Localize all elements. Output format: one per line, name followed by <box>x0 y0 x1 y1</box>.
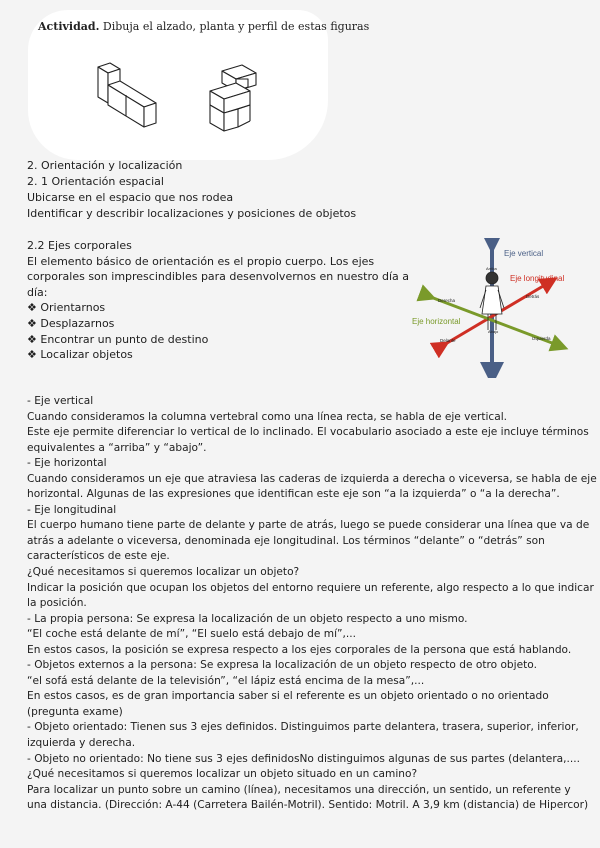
subsection-title: 2. 1 Orientación espacial <box>27 175 164 188</box>
body-line: “El coche está delante de mí”, “El suelo está debajo de mí”,... <box>27 628 356 641</box>
ejes-intro-line: corporales son imprescindibles para desenvolvernos en nuestro día a <box>27 270 409 283</box>
ejes-heading: 2.2 Ejes corporales <box>27 239 132 252</box>
body-line: - Objeto orientado: Tienen sus 3 ejes definidos. Distinguimos parte delantera, trasera, superior, inferior, <box>27 721 579 734</box>
body-line: Cuando consideramos un eje que atraviesa las caderas de izquierda a derecha o viceversa, se habla de eje <box>27 472 597 485</box>
body-text <box>27 394 597 814</box>
block-figure-left <box>98 63 156 127</box>
section-line: Ubicarse en el espacio que nos rodea <box>27 191 234 204</box>
block-figures <box>90 55 280 137</box>
activity-text: Dibuja el alzado, planta y perfil de estas figuras <box>99 20 370 33</box>
body-line: - Eje vertical <box>27 395 94 407</box>
bullet-item: ❖ Desplazarnos <box>27 317 115 330</box>
body-line: una distancia. (Dirección: A-44 (Carretera Bailén-Motril). Sentido: Motril. A 3,9 km (distancia) de Hipercor) <box>27 799 589 812</box>
label-eje-horizontal: Eje horizontal <box>412 317 461 326</box>
body-line: El cuerpo humano tiene parte de delante y parte de atrás, luego se puede considerar una línea que va de <box>27 519 590 532</box>
ejes-intro-line: El elemento básico de orientación es el propio cuerpo. Los ejes <box>27 255 375 268</box>
body-line: En estos casos, es de gran importancia saber si el referente es un objeto orientado o no orientado <box>27 690 549 703</box>
body-line: atrás a adelante o viceversa, denominada eje longitudinal. Los términos “delante” o “detrás” son <box>27 534 545 547</box>
body-line: - Objeto no orientado: No tiene sus 3 ejes definidosNo distinguimos algunas de sus partes (delantera,.... <box>27 752 581 765</box>
body-line: ¿Qué necesitamos si queremos localizar un objeto situado en un camino? <box>27 768 418 781</box>
bullet-diamond-icon: ❖ <box>27 333 37 346</box>
label-eje-longitudinal: Eje longitudinal <box>510 274 565 283</box>
body-line: - Objetos externos a la persona: Se expresa la localización de un objeto respecto de otro objeto. <box>27 659 537 672</box>
bullet-diamond-icon: ❖ <box>27 348 37 361</box>
body-line: “el sofá está delante de la televisión”, “el lápiz está encima de la mesa”,... <box>27 674 425 687</box>
body-line: equivalentes a “arriba” y “abajo”. <box>27 441 207 454</box>
label-izquierda: Izquierda <box>532 336 551 341</box>
section-title: 2. Orientación y localización <box>27 159 183 172</box>
block-figure-right <box>210 65 256 131</box>
body-line: Para localizar un punto sobre un camino (línea), necesitamos una dirección, un sentido, un referente y <box>27 783 571 796</box>
label-eje-vertical: Eje vertical <box>504 249 544 258</box>
body-line: (pregunta exame) <box>27 705 123 718</box>
bullet-item: ❖ Localizar objetos <box>27 348 133 361</box>
bullet-item: ❖ Orientarnos <box>27 301 106 314</box>
body-line: Este eje permite diferenciar lo vertical de lo inclinado. El vocabulario asociado a este eje incluye términos <box>27 426 589 439</box>
label-arriba: Arriba <box>486 266 497 271</box>
body-line: Indicar la posición que ocupan los objetos del entorno requiere un referente, algo respecto a lo que indicar <box>27 581 594 594</box>
bullet-item: ❖ Encontrar un punto de destino <box>27 333 209 346</box>
activity-label: Actividad. <box>38 20 100 33</box>
body-axes-diagram <box>410 238 580 378</box>
bullet-diamond-icon: ❖ <box>27 301 37 314</box>
bullet-diamond-icon: ❖ <box>27 317 37 330</box>
label-derecha: Derecha <box>438 298 456 303</box>
label-delante: Delante <box>440 338 456 343</box>
body-line: En estos casos, la posición se expresa respecto a los ejes corporales de la persona que está hablando. <box>27 643 572 656</box>
body-line: - Eje horizontal <box>27 457 107 470</box>
body-line: - Eje longitudinal <box>27 503 117 516</box>
body-line: izquierda y derecha. <box>27 737 136 750</box>
body-line: Cuando consideramos la columna vertebral como una línea recta, se habla de eje vertical. <box>27 410 508 423</box>
body-line: horizontal. Algunas de las expresiones que identifican este eje son “a la izquierda” o “a la derecha”. <box>27 488 560 501</box>
body-line: ¿Qué necesitamos si queremos localizar un objeto? <box>27 566 300 579</box>
ejes-intro-line: día: <box>27 286 48 299</box>
body-line: la posición. <box>27 597 87 610</box>
body-line: característicos de este eje. <box>27 550 170 563</box>
body-line: - La propia persona: Se expresa la localización de un objeto respecto a uno mismo. <box>27 612 468 625</box>
section-line: Identificar y describir localizaciones y posiciones de objetos <box>27 207 357 220</box>
label-detras: Detrás <box>526 294 540 299</box>
label-abajo: Abajo <box>488 329 499 334</box>
activity-instruction <box>38 20 369 33</box>
